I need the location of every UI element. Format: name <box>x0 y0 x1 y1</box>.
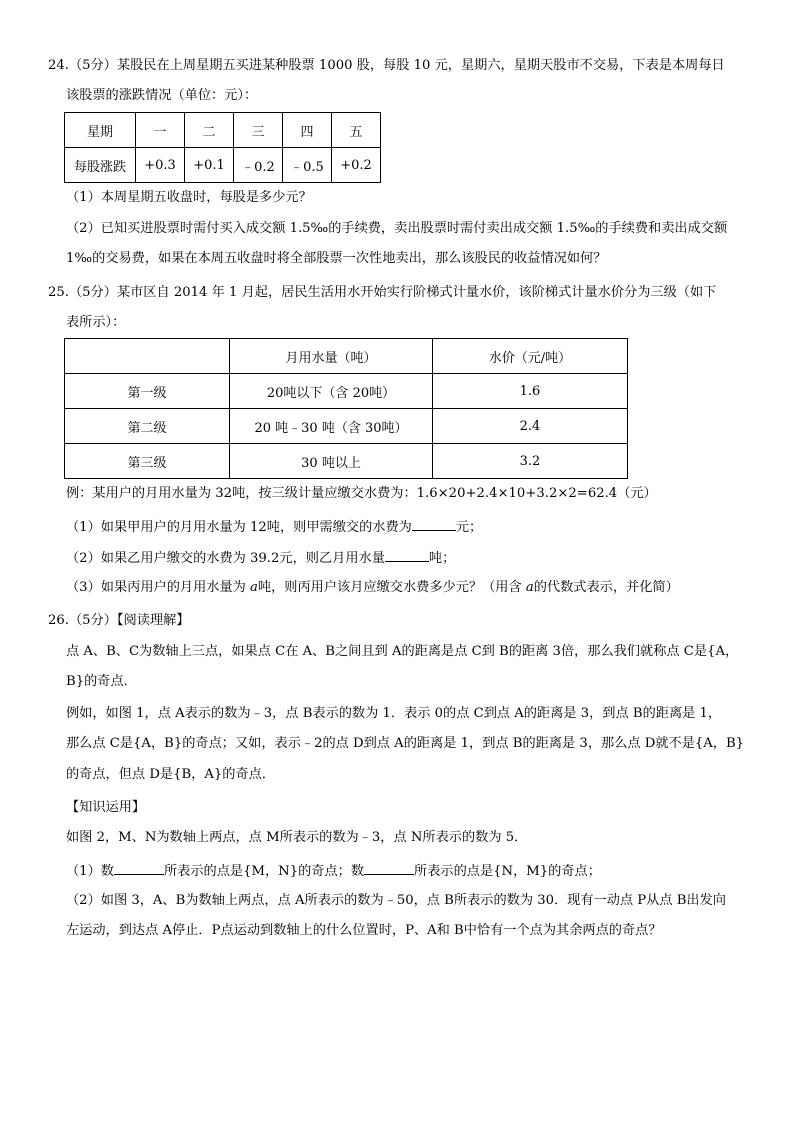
q26-sub1 <box>66 860 601 882</box>
q24-table-data-row <box>65 148 381 183</box>
q24-sub2-line2: 1‰的交易费，如果在本周五收盘时将全部股票一次性地卖出，那么该股民的收益情况如何？ <box>66 251 607 266</box>
table-cell: 星期 <box>65 113 136 148</box>
table-cell: ﹣0.2 <box>234 148 283 183</box>
q25-sub2-unit: 吨； <box>428 551 456 566</box>
q26-p2-line1: 例如，如图 1，点 A表示的数为﹣3，点 B表示的数为 1．表示 0的点 C到点 A的距离是 3，到点 B的距离是 1， <box>66 706 722 721</box>
table-cell: 水价（元/吨） <box>433 339 628 374</box>
table-cell: 第二级 <box>65 409 230 444</box>
variable-a: a <box>525 580 534 595</box>
table-cell: 3.2 <box>433 444 628 479</box>
q26-p2-line2: 那么点 C是{A，B}的奇点；又如，表示﹣2的点 D到点 A的距离是 1，到点 B的距离是 3，那么点 D就不是{A，B} <box>66 736 745 751</box>
q24-stem-line1: 24.（5分）某股民在上周星期五买进某种股票 1000 股，每股 10 元，星期六，星期天股市不交易，下表是本周每日 <box>48 58 725 73</box>
q26-p2-line3: 的奇点，但点 D是{B，A}的奇点． <box>66 767 276 782</box>
q26-heading-knowledge: 【知识运用】 <box>66 800 146 815</box>
q26-sub2-line2: 左运动，到达点 A停止．P点运动到数轴上的什么位置时，P、A和 B中恰有一个点为其余两点的奇点？ <box>66 923 662 938</box>
table-cell: 第三级 <box>65 444 230 479</box>
q25-sub1 <box>66 516 482 538</box>
q26-stem-line1: 26.（5分）【阅读理解】 <box>48 613 190 628</box>
table-cell: +0.3 <box>136 148 185 183</box>
q24-sub1: （1）本周星期五收盘时，每股是多少元？ <box>66 190 312 205</box>
table-cell: 第一级 <box>65 374 230 409</box>
q26-sub1-text-c: 所表示的点是{N，M}的奇点； <box>414 864 601 879</box>
q25-sub1-text: （1）如果甲用户的月用水量为 12吨，则甲需缴交的水费为 <box>66 520 412 535</box>
table-cell: 1.6 <box>433 374 628 409</box>
q25-sub3-text-a: （3）如果丙用户的月用水量为 <box>66 580 251 595</box>
table-cell: 每股涨跌 <box>65 148 136 183</box>
table-row <box>65 444 628 479</box>
table-cell: 20吨以下（含 20吨） <box>230 374 433 409</box>
q25-stem-line2: 表所示）： <box>66 315 126 330</box>
q26-sub1-text-b: 所表示的点是{M，N}的奇点；数 <box>163 864 365 879</box>
table-cell: 五 <box>332 113 381 148</box>
q25-sub3-text-c: 的代数式表示，并化简） <box>533 580 679 595</box>
q24-table-header-row <box>65 113 381 148</box>
table-row <box>65 374 628 409</box>
table-cell: 30 吨以上 <box>230 444 433 479</box>
q25-table-header-row <box>65 339 628 374</box>
table-cell: ﹣0.5 <box>283 148 332 183</box>
q26-p3: 如图 2，M、N为数轴上两点，点 M所表示的数为﹣3，点 N所表示的数为 5． <box>66 830 528 845</box>
q25-stem-line1: 25.（5分）某市区自 2014 年 1 月起，居民生活用水开始实行阶梯式计量水价，该阶梯式计量水价分为三级（如下 <box>48 285 717 300</box>
answer-blank[interactable] <box>385 547 429 562</box>
q25-sub2-text: （2）如果乙用户缴交的水费为 39.2元，则乙月用水量 <box>66 551 385 566</box>
table-cell: 20 吨﹣30 吨（含 30吨） <box>230 409 433 444</box>
variable-a: a <box>250 580 258 595</box>
table-row <box>65 409 628 444</box>
q24-stock-table <box>64 112 381 183</box>
table-cell <box>65 339 230 374</box>
table-cell: +0.2 <box>332 148 381 183</box>
table-cell: 月用水量（吨） <box>230 339 433 374</box>
q26-sub1-text-a: （1）数 <box>66 864 114 879</box>
table-cell: +0.1 <box>185 148 234 183</box>
table-cell: 四 <box>283 113 332 148</box>
q25-sub3-text-b: 吨，则丙用户该月应缴交水费多少元？（用含 <box>257 580 526 595</box>
table-cell: 三 <box>234 113 283 148</box>
q25-water-price-table <box>64 338 628 479</box>
table-cell: 2.4 <box>433 409 628 444</box>
q24-sub2-line1: （2）已知买进股票时需付买入成交额 1.5‰的手续费，卖出股票时需付卖出成交额 1.5‰的手续费和卖出成交额 <box>66 221 728 236</box>
answer-blank[interactable] <box>364 860 414 875</box>
q26-p1-line2: B}的奇点． <box>66 674 137 689</box>
q26-sub2-line1: （2）如图 3，A、B为数轴上两点，点 A所表示的数为﹣50，点 B所表示的数为 30．现有一动点 P从点 B出发向 <box>66 893 726 908</box>
q25-example: 例：某用户的月用水量为 32吨，按三级计量应缴交水费为：1.6×20+2.4×10+3.2×2=62.4（元） <box>66 486 657 501</box>
q25-sub3 <box>66 578 679 598</box>
answer-blank[interactable] <box>114 860 164 875</box>
q26-p1-line1: 点 A、B、C为数轴上三点，如果点 C在 A、B之间且到 A的距离是点 C到 B的距离 3倍，那么我们就称点 C是{A， <box>66 644 739 659</box>
answer-blank[interactable] <box>412 516 456 531</box>
table-cell: 二 <box>185 113 234 148</box>
q25-sub2 <box>66 547 455 569</box>
q24-stem-line2: 该股票的涨跌情况（单位：元）： <box>66 88 258 103</box>
q25-sub1-unit: 元； <box>455 520 483 535</box>
table-cell: 一 <box>136 113 185 148</box>
